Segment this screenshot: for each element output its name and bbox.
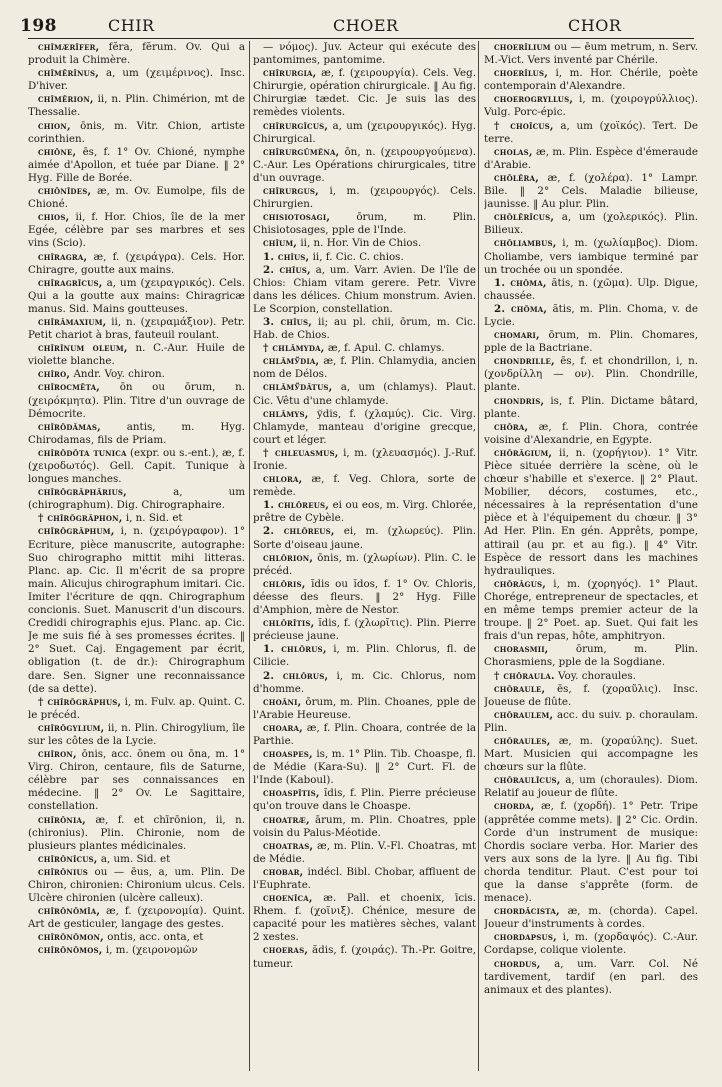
dictionary-entry xyxy=(253,944,476,970)
dictionary-entry xyxy=(253,525,476,551)
dictionary-entry xyxy=(28,342,245,368)
entry-definition: ii; au pl. chii, ōrum, m. Cic. Hab. de Chios. xyxy=(253,315,476,342)
entry-definition: æ, f. Plin. Chlamydia, ancien nom de Délos. xyxy=(253,355,476,381)
entry-headword: chīrurgĭcus, xyxy=(263,119,329,132)
entry-headword: choăni, xyxy=(263,695,302,708)
dictionary-entry xyxy=(28,277,245,316)
entry-headword: chōra, xyxy=(494,420,529,433)
entry-headword: chīrŏgrăphārius, xyxy=(38,486,127,499)
entry-headword: choaspītis, xyxy=(263,787,320,800)
dictionary-entry xyxy=(28,905,245,931)
entry-headword: choenīca, xyxy=(263,892,313,905)
dictionary-entry xyxy=(28,146,245,185)
entry-definition: i, m. Hor. Chérile, poète contemporain d'Alexandre. xyxy=(484,67,698,93)
entry-headword: chīrŏnŏmos, xyxy=(38,944,103,957)
entry-definition: a, um (χειρουργικός). Hyg. Chirurgical. xyxy=(253,119,476,145)
entry-headword: chīron, xyxy=(38,748,77,761)
entry-headword: chŏlĕra, xyxy=(494,171,539,184)
entry-headword: 2. chlōrus, xyxy=(263,669,329,682)
dictionary-entry xyxy=(484,67,698,93)
dictionary-entry xyxy=(253,120,476,146)
dictionary-entry xyxy=(253,840,476,866)
entry-headword: chorda, xyxy=(494,800,535,813)
entry-definition: ou — ēum metrum, n. Serv. M.-Vict. Vers inventé par Chérile. xyxy=(484,41,698,67)
dictionary-entry xyxy=(484,578,698,643)
dictionary-entry xyxy=(484,683,698,709)
entry-headword: choerīlium xyxy=(494,41,551,53)
entry-definition: n. C.-Aur. Huile de violette blanche. xyxy=(28,342,245,368)
entry-definition: ii, n. Hor. Vin de Chios. xyxy=(300,237,422,250)
entry-definition: i, m. (χλευασμός). J.-Ruf. Ironie. xyxy=(253,446,476,472)
entry-headword: chŏrāgus, xyxy=(494,577,547,590)
entry-definition: a, um (χειμέρινος). Insc. D'hiver. xyxy=(28,67,245,93)
entry-headword: chīrŏdămas, xyxy=(38,420,101,433)
entry-definition: æ, f. (χολέρα). 1° Lampr. Bile. ‖ 2° Cels. Maladie bilieuse, jaunisse. ‖ Au plur. Plin. xyxy=(484,171,698,211)
entry-headword: chīrurgia, xyxy=(263,67,317,80)
entry-headword: choerīlus, xyxy=(494,67,548,80)
entry-definition: ii, n. (χορήγιον). 1° Vitr. Pièce située derrière la scène, où le chœur s'habille et s'exerce. ‖ 2° Plaut. Mobilier, décors, costumes, etc., nécessaires à la représentation d'une pièce et à l'équipement du chœur. ‖ 3° Ad Her. Plin. En gén. Apprêts, pompe, attirail (au pr. et au fig.). ‖ 4° Vitr. Espèce de ressort dans les machines hydrauliques. xyxy=(484,446,698,577)
entry-headword: cholas, xyxy=(494,145,533,158)
entry-headword: 1. chōma, xyxy=(494,276,547,289)
entry-headword: chondris, xyxy=(494,394,545,407)
entry-definition: ii, n. Plin. Chirogylium, île sur les côtes de la Lycie. xyxy=(28,721,245,747)
entry-headword: chiŏne, xyxy=(38,145,77,158)
entry-definition: Voy. choraules. xyxy=(558,669,636,682)
entry-headword: chīrŏgylium, xyxy=(38,721,105,734)
dictionary-entry xyxy=(253,748,476,787)
dictionary-entry xyxy=(28,696,245,722)
entry-definition: a, um (χοϊκός). Tert. De terre. xyxy=(484,119,698,145)
entry-headword: chlora, xyxy=(263,473,303,486)
dictionary-entry xyxy=(484,303,698,329)
entry-headword: chobar, xyxy=(263,865,304,878)
entry-headword: chīrōnīcus, xyxy=(38,852,98,865)
dictionary-entry xyxy=(484,643,698,669)
entry-definition: ōrum, m. Plin. Chorasmiens, pple de la Sogdiane. xyxy=(484,643,698,669)
dictionary-entry xyxy=(253,67,476,119)
entry-headword: † chlămyda, xyxy=(263,342,325,355)
entry-headword: choara, xyxy=(263,721,303,734)
entry-headword: chīrurgus, xyxy=(263,185,319,198)
entry-headword: chīrŏnŏmon, xyxy=(38,931,104,944)
dictionary-entry xyxy=(484,120,698,146)
column-right xyxy=(484,41,698,1071)
entry-definition: ontis, acc. onta, et xyxy=(107,931,204,944)
entry-headword: chīmĕrion, xyxy=(38,93,94,106)
entry-definition: ĭdis, f. (χλωρῖτις). Plin. Pierre précieuse jaune. xyxy=(253,617,476,643)
dictionary-entry xyxy=(484,931,698,957)
entry-headword: chīrurgūmĕna, xyxy=(263,145,340,158)
entry-headword: chīrocmēta, xyxy=(38,381,101,394)
dictionary-entry xyxy=(28,525,245,695)
entry-headword: chīmærĭfer, xyxy=(38,41,100,53)
entry-headword: chlōris, xyxy=(263,577,306,590)
dictionary-entry xyxy=(253,866,476,892)
page-number: 198 xyxy=(20,16,57,36)
entry-definition: ōrum, m. Plin. Chisiotosages, pple de l'Inde. xyxy=(253,211,476,237)
dictionary-entry xyxy=(253,146,476,185)
dictionary-entry xyxy=(253,552,476,578)
entry-headword: chīro, xyxy=(38,368,71,381)
dictionary-entry xyxy=(28,120,245,146)
header-guide-word-right: CHOR xyxy=(568,16,622,35)
entry-headword: chondrille, xyxy=(494,355,555,368)
dictionary-entry xyxy=(28,722,245,748)
entry-definition: ēs, f. 1° Ov. Chioné, nymphe aimée d'Apollon, et tuée par Diane. ‖ 2° Hyg. Fille de Borée. xyxy=(28,145,245,184)
dictionary-entry xyxy=(253,787,476,813)
entry-definition: ōrum, m. Plin. Chomares, pple de la Bactriane. xyxy=(484,329,698,355)
dictionary-entry xyxy=(28,853,245,866)
dictionary-entry xyxy=(28,67,245,93)
dictionary-entry xyxy=(484,277,698,303)
entry-headword: † chīrŏgrăphus, xyxy=(38,695,122,708)
entry-headword: chios, xyxy=(38,211,70,224)
dictionary-entry xyxy=(28,368,245,381)
dictionary-entry xyxy=(28,512,245,525)
entry-headword: chorasmii, xyxy=(494,643,549,656)
entry-headword: 2. chlŏreus, xyxy=(263,525,335,538)
dictionary-entry xyxy=(28,316,245,342)
entry-definition: indécl. Bibl. Chobar, affluent de l'Euphrate. xyxy=(253,865,476,891)
entry-headword: † chŏraula. xyxy=(494,669,555,682)
dictionary-entry xyxy=(253,185,476,211)
entry-definition: ēs, f. et chondrillon, i, n. (χονδρίλλη — ον). Plin. Chondrille, plante. xyxy=(484,355,698,394)
entry-headword: 1. chīus, xyxy=(263,250,310,263)
entry-definition: æ, f. (χειρουργία). Cels. Veg. Chirurgie, opération chirurgicale. ‖ Au fig. Chirurgiæ tædet. Cic. Je suis las des remèdes violents. xyxy=(253,67,476,119)
entry-definition: ou — ēus, a, um. Plin. De Chiron, chironien: Chironium ulcus. Cels. Ulcère chironien (ulcère calleux). xyxy=(28,865,245,905)
entry-headword: chiŏnĭdes, xyxy=(38,185,92,198)
dictionary-entry xyxy=(484,395,698,421)
entry-definition: ătis, n. (χῶμα). Ulp. Digue, chaussée. xyxy=(484,276,698,302)
dictionary-entry xyxy=(253,381,476,407)
entry-headword: chomari, xyxy=(494,329,540,342)
dictionary-entry xyxy=(484,735,698,774)
dictionary-entry xyxy=(253,578,476,617)
entry-definition: a, um. Sid. et xyxy=(100,852,171,865)
dictionary-entry xyxy=(484,146,698,172)
entry-headword: chisiotosagi, xyxy=(263,211,331,224)
entry-headword: 2. chīus, xyxy=(263,263,311,276)
entry-definition: ārum, m. Plin. Choatres, pple voisin du Palus-Méotide. xyxy=(253,813,476,839)
entry-headword: chŏlĕrĭcus, xyxy=(494,211,555,224)
entry-headword: chŏrāgium, xyxy=(494,446,553,459)
entry-definition: i, n. Sid. et xyxy=(125,512,183,525)
dictionary-entry xyxy=(484,800,698,905)
columns xyxy=(28,41,698,1071)
entry-headword: chīrōnius xyxy=(38,865,89,878)
entry-headword: 2. chōma, xyxy=(494,302,548,315)
dictionary-entry xyxy=(253,408,476,447)
entry-headword: chlămўdātus, xyxy=(263,381,333,394)
entry-headword: chordus, xyxy=(494,957,541,970)
entry-definition: ōrum, m. Plin. Choanes, pple de l'Arabie Heureuse. xyxy=(253,695,476,721)
entry-headword: chŏraules, xyxy=(494,734,551,747)
entry-headword: chīragrĭcus, xyxy=(38,276,103,289)
dictionary-entry xyxy=(484,670,698,683)
entry-headword: † chīrŏgrăphon, xyxy=(38,512,123,525)
entry-headword: chlămys, xyxy=(263,407,309,420)
entry-definition: æ, f. (χειράγρα). Cels. Hor. Chiragre, goutte aux mains. xyxy=(28,250,245,276)
entry-definition: (expr. ou s.-ent.), æ, f. (χειροδωτός). Gell. Capit. Tunique à longues manches. xyxy=(28,446,245,486)
entry-headword: † chleuasmus, xyxy=(263,446,339,459)
dictionary-entry xyxy=(28,931,245,944)
dictionary-entry xyxy=(253,264,476,316)
dictionary-entry xyxy=(28,944,245,957)
entry-definition: acc. du suiv. p. choraulam. Plin. xyxy=(484,708,698,734)
header-rule xyxy=(28,38,694,39)
entry-definition: æ, m. Ov. Eumolpe, fils de Chioné. xyxy=(28,185,245,211)
entry-definition: æ, f. Veg. Chlora, sorte de remède. xyxy=(253,473,476,499)
entry-headword: choatræ, xyxy=(263,813,310,826)
dictionary-entry xyxy=(253,722,476,748)
entry-definition: ōnis, acc. ōnem ou ōna, m. 1° Virg. Chiron, centaure, fils de Saturne, célèbre par ses connaissances en médecine. ‖ 2° Ov. Le Sagittaire, constellation. xyxy=(28,748,245,813)
dictionary-entry xyxy=(253,696,476,722)
dictionary-entry xyxy=(28,251,245,277)
entry-definition: æ, f. et chīrōnion, ii, n. (chironius). Plin. Chironie, nom de plusieurs plantes médicinales. xyxy=(28,813,245,852)
entry-definition: æ, f. (χορδή). 1° Petr. Tripe (apprêtée comme mets). ‖ 2° Cic. Ordin. Corde d'un instrument de musique: Chordis sociare verba. Hor. Marier des vers aux sons de la lyre. ‖ Au fig. Tibi chorda tenditur. Plaut. C'est pour toi que la danse s'apprête (form. de menace). xyxy=(484,800,698,905)
entry-definition: ătis, m. Plin. Choma, v. de Lycie. xyxy=(484,302,698,328)
entry-definition: ădis, f. (χοιράς). Th.-Pr. Goitre, tumeur. xyxy=(253,944,476,970)
entry-definition: i, m. (χωλίαμβος). Diom. Choliambe, vers iambique terminé par un trochée ou un spondée. xyxy=(484,237,698,276)
dictionary-entry xyxy=(253,41,476,67)
entry-definition: ĭdis ou ĭdos, f. 1° Ov. Chloris, déesse des fleurs. ‖ 2° Hyg. Fille d'Amphion, mère de Nestor. xyxy=(253,577,476,617)
entry-definition: æ. Pall. et choenix, īcis. Rhem. f. (χοῖνιξ). Chénice, mesure de capacité pour les matières sèches, valant 2 xestes. xyxy=(253,892,476,944)
entry-definition: i, m. (χορηγός). 1° Plaut. Chorége, entrepreneur de spectacles, et en même temps premier acteur de la troupe. ‖ 2° Poet. ap. Suet. Qui fait les frais d'un repas, hôte, amphitryon. xyxy=(484,577,698,643)
dictionary-entry xyxy=(484,93,698,119)
header-guide-word-center: CHOER xyxy=(333,16,399,35)
entry-headword: chōliambus, xyxy=(494,237,557,250)
entry-definition: i, m. (χοιρογρύλλιος). Vulg. Porc-épic. xyxy=(484,93,698,119)
entry-definition: i, m. Cic. Chlorus, nom d'homme. xyxy=(253,669,476,695)
entry-definition: a, um (choraules). Diom. Relatif au joueur de flûte. xyxy=(484,774,698,800)
entry-headword: chŏraulem, xyxy=(494,708,554,721)
entry-definition: i, m. Plin. Chlorus, fl. de Cilicie. xyxy=(253,643,476,669)
entry-definition: ōnis, m. (χλωρίων). Plin. C. le précéd. xyxy=(253,551,476,577)
entry-definition: i, m. (χειρονομῶν xyxy=(105,944,198,957)
entry-definition: ii, f. Hor. Chios, île de la mer Egée, célèbre par ses marbres et ses vins (Scio). xyxy=(28,211,245,250)
entry-headword: chīmĕrīnus, xyxy=(38,67,99,80)
dictionary-entry xyxy=(484,172,698,211)
entry-definition: ēs, f. (χοραῦλις). Insc. Joueuse de flûte. xyxy=(484,682,698,708)
header-guide-word-left: CHIR xyxy=(108,16,155,35)
entry-headword: chīragra, xyxy=(38,250,88,263)
entry-definition: ii, n. (χειραμάξιον). Petr. Petit chariot à bras, fauteuil roulant. xyxy=(28,315,245,342)
dictionary-entry xyxy=(484,329,698,355)
entry-definition: ōnis, m. Vitr. Chion, artiste corinthien. xyxy=(28,119,245,145)
dictionary-entry xyxy=(253,211,476,237)
entry-definition: ei ou eos, m. Virg. Chlorée, prêtre de Cybèle. xyxy=(253,499,476,525)
entry-headword: chīrāmaxium, xyxy=(38,315,107,328)
dictionary-entry xyxy=(28,381,245,420)
dictionary-entry xyxy=(253,473,476,499)
entry-definition: Andr. Voy. chiron. xyxy=(73,368,165,381)
dictionary-entry xyxy=(28,486,245,512)
entry-definition: a, um (χολερικός). Plin. Bilieux. xyxy=(484,211,698,237)
entry-definition: æ, f. Plin. Choara, contrée de la Parthie. xyxy=(253,721,476,747)
entry-definition: ei, m. (χλωρεύς). Plin. Sorte d'oiseau jaune. xyxy=(253,525,476,551)
entry-headword: 3. chīus, xyxy=(263,315,313,328)
entry-headword: chlōrion, xyxy=(263,551,314,564)
dictionary-entry xyxy=(28,866,245,905)
entry-definition: ii, n. Plin. Chimérion, mt de Thessalie. xyxy=(28,93,245,119)
dictionary-entry xyxy=(484,237,698,276)
entry-definition: i, n. (χειρόγραφον). 1° Ecriture, pièce manuscrite, autographe: Suo chirographo mittit mihi litteras. Planc. ap. Cic. Il m'écrit de sa propre main. Alicujus chirographum imitari. Cic. Imiter l'écriture de qqn. Chirographum concionis. Suet. Manuscrit d'un discours. Credidi chirographis ejus. Planc. ap. Cic. Je me suis fié à ses promesses écrites. ‖ 2° Suet. Caj. Engagement par écrit, obligation (t. de dr.): Chirographum dare. Sen. Signer une reconnaissance (de sa dette). xyxy=(28,525,245,695)
dictionary-entry xyxy=(253,617,476,643)
entry-definition: a, um (χειραγρικός). Cels. Qui a la goutte aux mains: Chiragricæ manus. Sid. Mains goutteuses. xyxy=(28,276,245,315)
entry-definition: ōn, n. (χειρουργούμενα). C.-Aur. Les Opérations chirurgicales, titre d'un ouvrage. xyxy=(253,145,476,184)
entry-headword: chīum, xyxy=(263,237,298,250)
column-middle xyxy=(253,41,476,1071)
entry-headword: chordapsus, xyxy=(494,931,557,944)
entry-headword: chīrŏgrăphum, xyxy=(38,525,115,538)
entry-definition: ōn ou ōrum, n. (χειρόκμητα). Plin. Titre d'un ouvrage de Démocrite. xyxy=(28,381,245,420)
entry-definition: æ, f. Plin. Chora, contrée voisine d'Alexandrie, en Egypte. xyxy=(484,420,698,446)
entry-headword: chīrŏdōta tunica xyxy=(38,446,127,459)
dictionary-entry xyxy=(28,211,245,250)
entry-definition: a, um. Varr. Avien. De l'île de Chios: Chiam vitam gerere. Petr. Vivre dans les délices. Chium monstrum. Avien. Le Scorpion, constellation. xyxy=(253,263,476,315)
dictionary-entry xyxy=(253,316,476,342)
entry-headword: chīrōnia, xyxy=(38,813,86,826)
entry-headword: chīrŏnŏmĭa, xyxy=(38,905,101,918)
dictionary-entry xyxy=(253,892,476,944)
entry-definition: æ, m. Plin. Espèce d'émeraude d'Arabie. xyxy=(484,145,698,171)
entry-definition: antis, m. Hyg. Chirodamas, fils de Priam. xyxy=(28,420,245,446)
entry-headword: choatras, xyxy=(263,839,314,852)
entry-definition: æ, f. (χειρονομία). Quint. Art de gesticuler, langage des gestes. xyxy=(28,905,245,931)
dictionary-entry xyxy=(28,814,245,853)
dictionary-entry xyxy=(28,93,245,119)
entry-definition: i, m. (χειρουργός). Cels. Chirurgien. xyxy=(253,185,476,211)
entry-definition: æ, m. (chorda). Capel. Joueur d'instruments à cordes. xyxy=(484,905,698,931)
dictionary-entry xyxy=(253,499,476,525)
entry-definition: is, m. 1° Plin. Tib. Choaspe, fl. de Médie (Kara-Su). ‖ 2° Curt. Fl. de l'Inde (Kaboul). xyxy=(253,748,476,787)
entry-headword: chŏraule, xyxy=(494,682,546,695)
dictionary-entry xyxy=(253,355,476,381)
dictionary-entry xyxy=(484,905,698,931)
entry-definition: a, um. Varr. Col. Né tardivement, tardif (en parl. des animaux et des plantes). xyxy=(484,957,698,996)
entry-headword: chlōrītis, xyxy=(263,617,315,630)
entry-definition: æ, m. (χοραύλης). Suet. Mart. Musicien qui accompagne les chœurs sur la flûte. xyxy=(484,734,698,774)
dictionary-entry xyxy=(253,237,476,250)
entry-definition: ўdis, f. (χλαμύς). Cic. Virg. Chlamyde, manteau d'origine grecque, court et léger. xyxy=(253,407,476,446)
dictionary-entry xyxy=(253,670,476,696)
entry-headword: chlămўdia, xyxy=(263,355,320,368)
dictionary-entry xyxy=(484,958,698,997)
dictionary-entry xyxy=(28,748,245,813)
entry-headword: 1. chlōrus, xyxy=(263,643,327,656)
entry-headword: chīrĭnum oleum, xyxy=(38,342,128,355)
dictionary-entry xyxy=(253,643,476,669)
entry-headword: 1. chlŏreus, xyxy=(263,499,330,512)
entry-definition: fĕra, fĕrum. Ov. Qui a produit la Chimère. xyxy=(28,41,245,67)
dictionary-entry xyxy=(484,211,698,237)
entry-definition: — νόμος). Juv. Acteur qui exécute des pantomimes, pantomime. xyxy=(253,41,476,67)
entry-headword: choaspes, xyxy=(263,748,313,761)
dictionary-entry xyxy=(484,355,698,394)
dictionary-entry xyxy=(484,709,698,735)
dictionary-entry xyxy=(28,447,245,486)
entry-definition: i, m. Fulv. ap. Quint. C. le précéd. xyxy=(28,695,245,721)
entry-headword: † choīcus, xyxy=(494,119,554,132)
dictionary-entry xyxy=(28,41,245,67)
dictionary-entry xyxy=(28,421,245,447)
dictionary-entry xyxy=(484,774,698,800)
entry-definition: ii, f. Cic. C. chios. xyxy=(312,250,404,263)
entry-definition: a, um (chlamys). Plaut. Cic. Vêtu d'une chlamyde. xyxy=(253,381,476,407)
entry-headword: chordăcista, xyxy=(494,905,560,918)
dictionary-entry xyxy=(484,447,698,578)
entry-definition: æ, m. Plin. V.-Fl. Choatras, mt de Médie. xyxy=(253,839,476,865)
column-left xyxy=(28,41,245,1071)
entry-definition: ĭdis, f. Plin. Pierre précieuse qu'on trouve dans le Choaspe. xyxy=(253,787,476,813)
entry-headword: choerogryllus, xyxy=(494,93,574,106)
entry-definition: is, f. Plin. Dictame bâtard, plante. xyxy=(484,394,698,420)
dictionary-entry xyxy=(253,814,476,840)
entry-headword: chŏraulĭcus, xyxy=(494,774,561,787)
entry-headword: chion, xyxy=(38,119,71,132)
dictionary-entry xyxy=(253,447,476,473)
dictionary-entry xyxy=(253,251,476,264)
dictionary-entry xyxy=(253,342,476,355)
entry-definition: a, um (chirographum). Dig. Chirographaire. xyxy=(28,486,245,512)
entry-definition: i, m. (χορδαψός). C.-Aur. Cordapse, colique violente. xyxy=(484,931,698,957)
dictionary-entry xyxy=(484,41,698,67)
entry-headword: choeras, xyxy=(263,944,309,957)
entry-definition: æ, f. Apul. C. chlamys. xyxy=(327,342,445,355)
dictionary-entry xyxy=(28,185,245,211)
dictionary-entry xyxy=(484,421,698,447)
